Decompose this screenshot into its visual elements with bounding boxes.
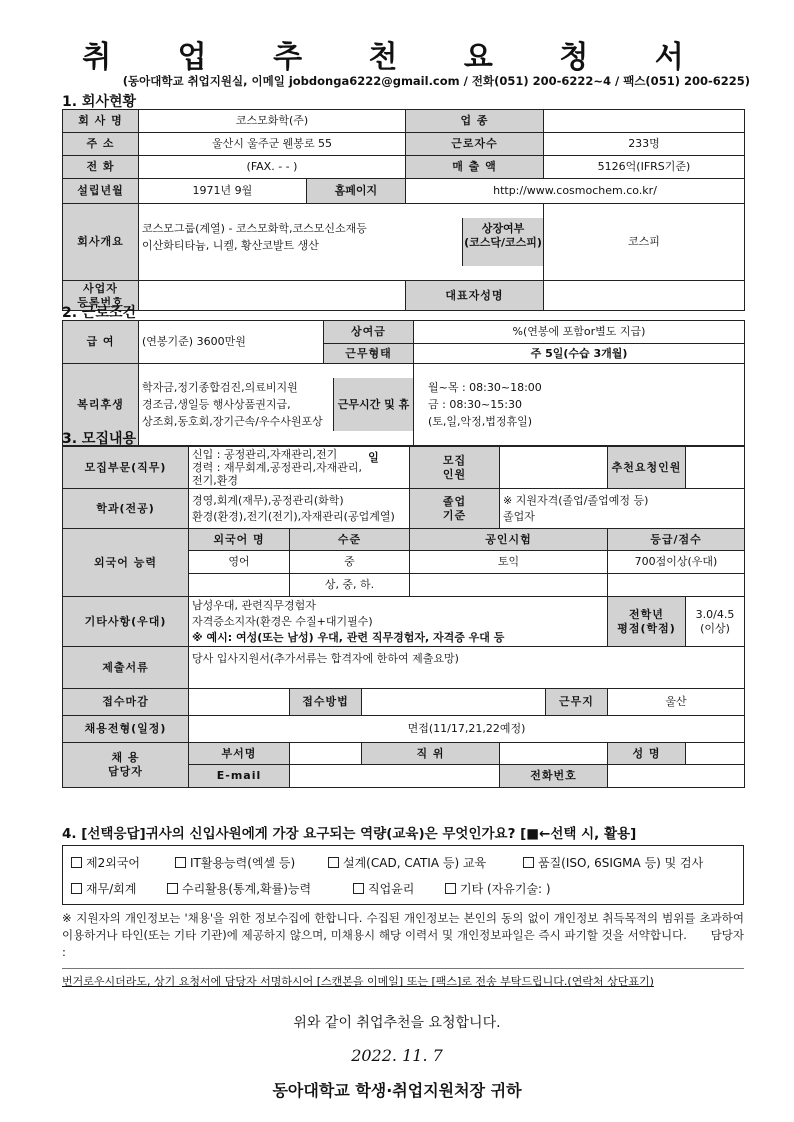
- salary-value[interactable]: (연봉기준) 3600만원: [139, 321, 324, 364]
- location-label: 근무지: [546, 689, 608, 716]
- tel-value[interactable]: [608, 765, 745, 788]
- worktype-label: 근무형태: [324, 344, 414, 364]
- checkbox-icon[interactable]: [328, 857, 339, 868]
- company-name-value[interactable]: 코스모화학(주): [139, 110, 406, 133]
- competency-option-1[interactable]: 제2외국어: [71, 854, 140, 871]
- bonus-label: 상여금: [324, 321, 414, 344]
- name-label: 성 명: [608, 743, 686, 765]
- welfare-cell: [139, 364, 414, 464]
- contact-person-label: 채 용 담당자: [63, 743, 189, 788]
- position-label: 직 위: [362, 743, 500, 765]
- checkbox-icon[interactable]: [71, 857, 82, 868]
- overview-label: 회사개요: [63, 204, 139, 281]
- competency-option-6[interactable]: 수리활용(통계,확률)능력: [167, 880, 311, 897]
- competency-option-7[interactable]: 직업윤리: [353, 880, 414, 897]
- addressee: 동아대학교 학생·취업지원처장 귀하: [272, 1081, 522, 1100]
- phone-value[interactable]: (FAX. - - ): [139, 156, 406, 179]
- checkbox-icon[interactable]: [445, 883, 456, 894]
- welfare-label: 복리후생: [63, 364, 139, 446]
- competency-box: [62, 845, 744, 905]
- lang-label: 외국어 능력: [63, 529, 189, 597]
- lang-row-2-score[interactable]: [608, 574, 745, 597]
- privacy-signature: 담당자 :: [62, 928, 744, 959]
- rec-count-label: 추천요청인원: [608, 447, 686, 489]
- checkbox-icon[interactable]: [167, 883, 178, 894]
- competency-option-8[interactable]: 기타 (자유기술: ): [445, 880, 551, 897]
- deadline-label: 접수마감: [63, 689, 189, 716]
- method-label: 접수방법: [290, 689, 362, 716]
- lang-row-1-name[interactable]: 영어: [189, 551, 290, 574]
- major-value[interactable]: 경영,회계(재무),공정관리(화학) 환경(환경),전기(전기),자재관리(공업계열): [189, 489, 410, 529]
- address-value[interactable]: 울산시 울주군 웬봉로 55: [139, 133, 406, 156]
- lang-row-1-score[interactable]: 700점이상(우대): [608, 551, 745, 574]
- email-value[interactable]: [290, 765, 500, 788]
- address-label: 주 소: [63, 133, 139, 156]
- docs-value[interactable]: 당사 입사지원서(추가서류는 합격자에 한하여 제출요망): [189, 647, 745, 689]
- homepage-value[interactable]: http://www.cosmochem.co.kr/: [406, 179, 745, 204]
- competency-option-5[interactable]: 재무/회계: [71, 880, 136, 897]
- bizno-label: 사업자 등록번호: [63, 281, 139, 311]
- salary-label: 급 여: [63, 321, 139, 364]
- lang-header-test: 공인시험: [410, 529, 608, 551]
- checkbox-icon[interactable]: [353, 883, 364, 894]
- bonus-value[interactable]: %(연봉에 포함or별도 지급): [414, 321, 745, 344]
- position-value[interactable]: [500, 743, 608, 765]
- competency-option-4[interactable]: 품질(ISO, 6SIGMA 등) 및 검사: [523, 854, 703, 871]
- dept-label: 모집부문(직무): [63, 447, 189, 489]
- count-value[interactable]: [500, 447, 608, 489]
- request-note: 번거로우시더라도, 상기 요청서에 담당자 서명하시어 [스캔본을 이메일] 또는 [팩스]로 전송 부탁드립니다.(연락처 상단표기): [62, 975, 654, 988]
- location-value[interactable]: 울산: [608, 689, 745, 716]
- deadline-value[interactable]: [189, 689, 290, 716]
- lang-header-name: 외국어 명: [189, 529, 290, 551]
- etc-cell: [189, 597, 608, 647]
- overview-value[interactable]: 코스모그룹(계열) - 코스모화학,코스모신소재등 이산화티타늄, 니켈, 황산코발트 생산: [142, 222, 367, 252]
- homepage-label: 홈페이지: [306, 179, 405, 203]
- process-label: 채용전형(일정): [63, 716, 189, 743]
- divider: [62, 968, 744, 969]
- document-title: 취 업 추 천 요 청 서: [82, 40, 712, 75]
- welfare-value[interactable]: 학자금,정기종합검진,의료비지원 경조금,생일등 행사상품권지급, 상조회,동호회,장기근속/우수사원포상: [142, 381, 323, 428]
- dept-value[interactable]: 신입 : 공정관리,자재관리,전기 경력 : 재무회계,공정관리,자재관리, 전기,환경: [189, 447, 410, 489]
- gpa-label: 전학년 평점(학점): [608, 597, 686, 647]
- revenue-value[interactable]: 5126억(IFRS기준): [544, 156, 745, 179]
- conditions-table: [62, 320, 745, 464]
- count-label: 모집 인원: [410, 447, 500, 489]
- lang-row-2-test[interactable]: [410, 574, 608, 597]
- etc-label: 기타사항(우대): [63, 597, 189, 647]
- checkbox-icon[interactable]: [175, 857, 186, 868]
- checkbox-icon[interactable]: [523, 857, 534, 868]
- revenue-label: 매 출 액: [406, 156, 544, 179]
- grad-value[interactable]: ※ 지원자격(졸업/졸업예정 등) 졸업자: [500, 489, 745, 529]
- hours-value[interactable]: 월~목 : 08:30~18:00 금 : 08:30~15:30 (토,일,악정,법정휴일): [414, 364, 745, 446]
- tel-label: 전화번호: [500, 765, 608, 788]
- ceo-label: 대표자성명: [406, 281, 544, 311]
- email-label: E-mail: [189, 765, 290, 788]
- overview-cell: [139, 204, 544, 281]
- phone-label: 전 화: [63, 156, 139, 179]
- founded-value[interactable]: 1971년 9월: [192, 184, 253, 197]
- industry-label: 업 종: [406, 110, 544, 133]
- dept-name-label: 부서명: [189, 743, 290, 765]
- ceo-value[interactable]: [544, 281, 745, 311]
- competency-option-2[interactable]: IT활용능력(엑셀 등): [175, 854, 295, 871]
- worktype-value[interactable]: 주 5일(수습 3개월): [414, 344, 745, 364]
- gpa-value[interactable]: 3.0/4.5 (이상): [686, 597, 745, 647]
- employees-value[interactable]: 233명: [544, 133, 745, 156]
- section-3-heading: 3. 모집내용: [62, 431, 137, 447]
- docs-label: 제출서류: [63, 647, 189, 689]
- request-date: 2022. 11. 7: [351, 1046, 443, 1065]
- rec-count-value[interactable]: [686, 447, 745, 489]
- lang-row-1-test[interactable]: 토익: [410, 551, 608, 574]
- company-table: [62, 109, 745, 311]
- method-value[interactable]: [362, 689, 546, 716]
- founded-cell: [139, 179, 406, 204]
- major-label: 학과(전공): [63, 489, 189, 529]
- lang-row-1-level[interactable]: 중: [290, 551, 410, 574]
- checkbox-icon[interactable]: [71, 883, 82, 894]
- closing-statement: 위와 같이 취업추천을 요청합니다.: [293, 1015, 501, 1031]
- section-1-heading: 1. 회사현황: [62, 94, 137, 110]
- industry-value[interactable]: [544, 110, 745, 133]
- dept-name-value[interactable]: [290, 743, 362, 765]
- etc-value[interactable]: 남성우대, 관련직무경험자 자격증소지자(환경은 수질+대기필수): [192, 598, 373, 628]
- listed-label: 상장여부 (코스닥/코스피): [462, 218, 543, 266]
- etc-example: ※ 예시: 여성(또는 남성) 우대, 관련 직무경험자, 자격증 우대 등: [192, 630, 505, 644]
- privacy-notice: ※ 지원자의 개인정보는 '채용'을 위한 정보수집에 한합니다. 수집된 개인정보는 본인의 동의 없이 개인정보 취득목적의 범위를 초과하여 이용하거나 타인(또는 기타 기관)에 제공하지 않으며, 미채용시 해당 이력서 및 개인정보파일은 즉시 파기할 것을 서약합니다. 담당자 :: [62, 911, 744, 959]
- recruit-table: [62, 446, 745, 788]
- grad-label: 졸업 기준: [410, 489, 500, 529]
- employees-label: 근로자수: [406, 133, 544, 156]
- contact-info: (동아대학교 취업지원실, 이메일 jobdonga6222@gmail.com / 전화(051) 200-6222~4 / 팩스(051) 200-6225): [122, 74, 750, 88]
- founded-label: 설립년월: [63, 179, 139, 204]
- lang-header-level: 수준: [290, 529, 410, 551]
- lang-row-2-name[interactable]: [189, 574, 290, 597]
- hours-label: 근무시간 및 휴일: [333, 378, 413, 431]
- lang-row-2-level[interactable]: 상, 중, 하.: [290, 574, 410, 597]
- section-2-heading: 2. 근로조건: [62, 305, 137, 321]
- listed-value[interactable]: 코스피: [544, 204, 745, 281]
- bizno-value[interactable]: [139, 281, 406, 311]
- company-name-label: 회 사 명: [63, 110, 139, 133]
- process-value[interactable]: 면접(11/17,21,22예정): [189, 716, 745, 743]
- lang-header-score: 등급/점수: [608, 529, 745, 551]
- section-4-heading: 4. [선택응답]귀사의 신입사원에게 가장 요구되는 역량(교육)은 무엇인가요? [■←선택 시, 활용]: [62, 826, 637, 842]
- competency-option-3[interactable]: 설계(CAD, CATIA 등) 교육: [328, 854, 486, 871]
- name-value[interactable]: [686, 743, 745, 765]
